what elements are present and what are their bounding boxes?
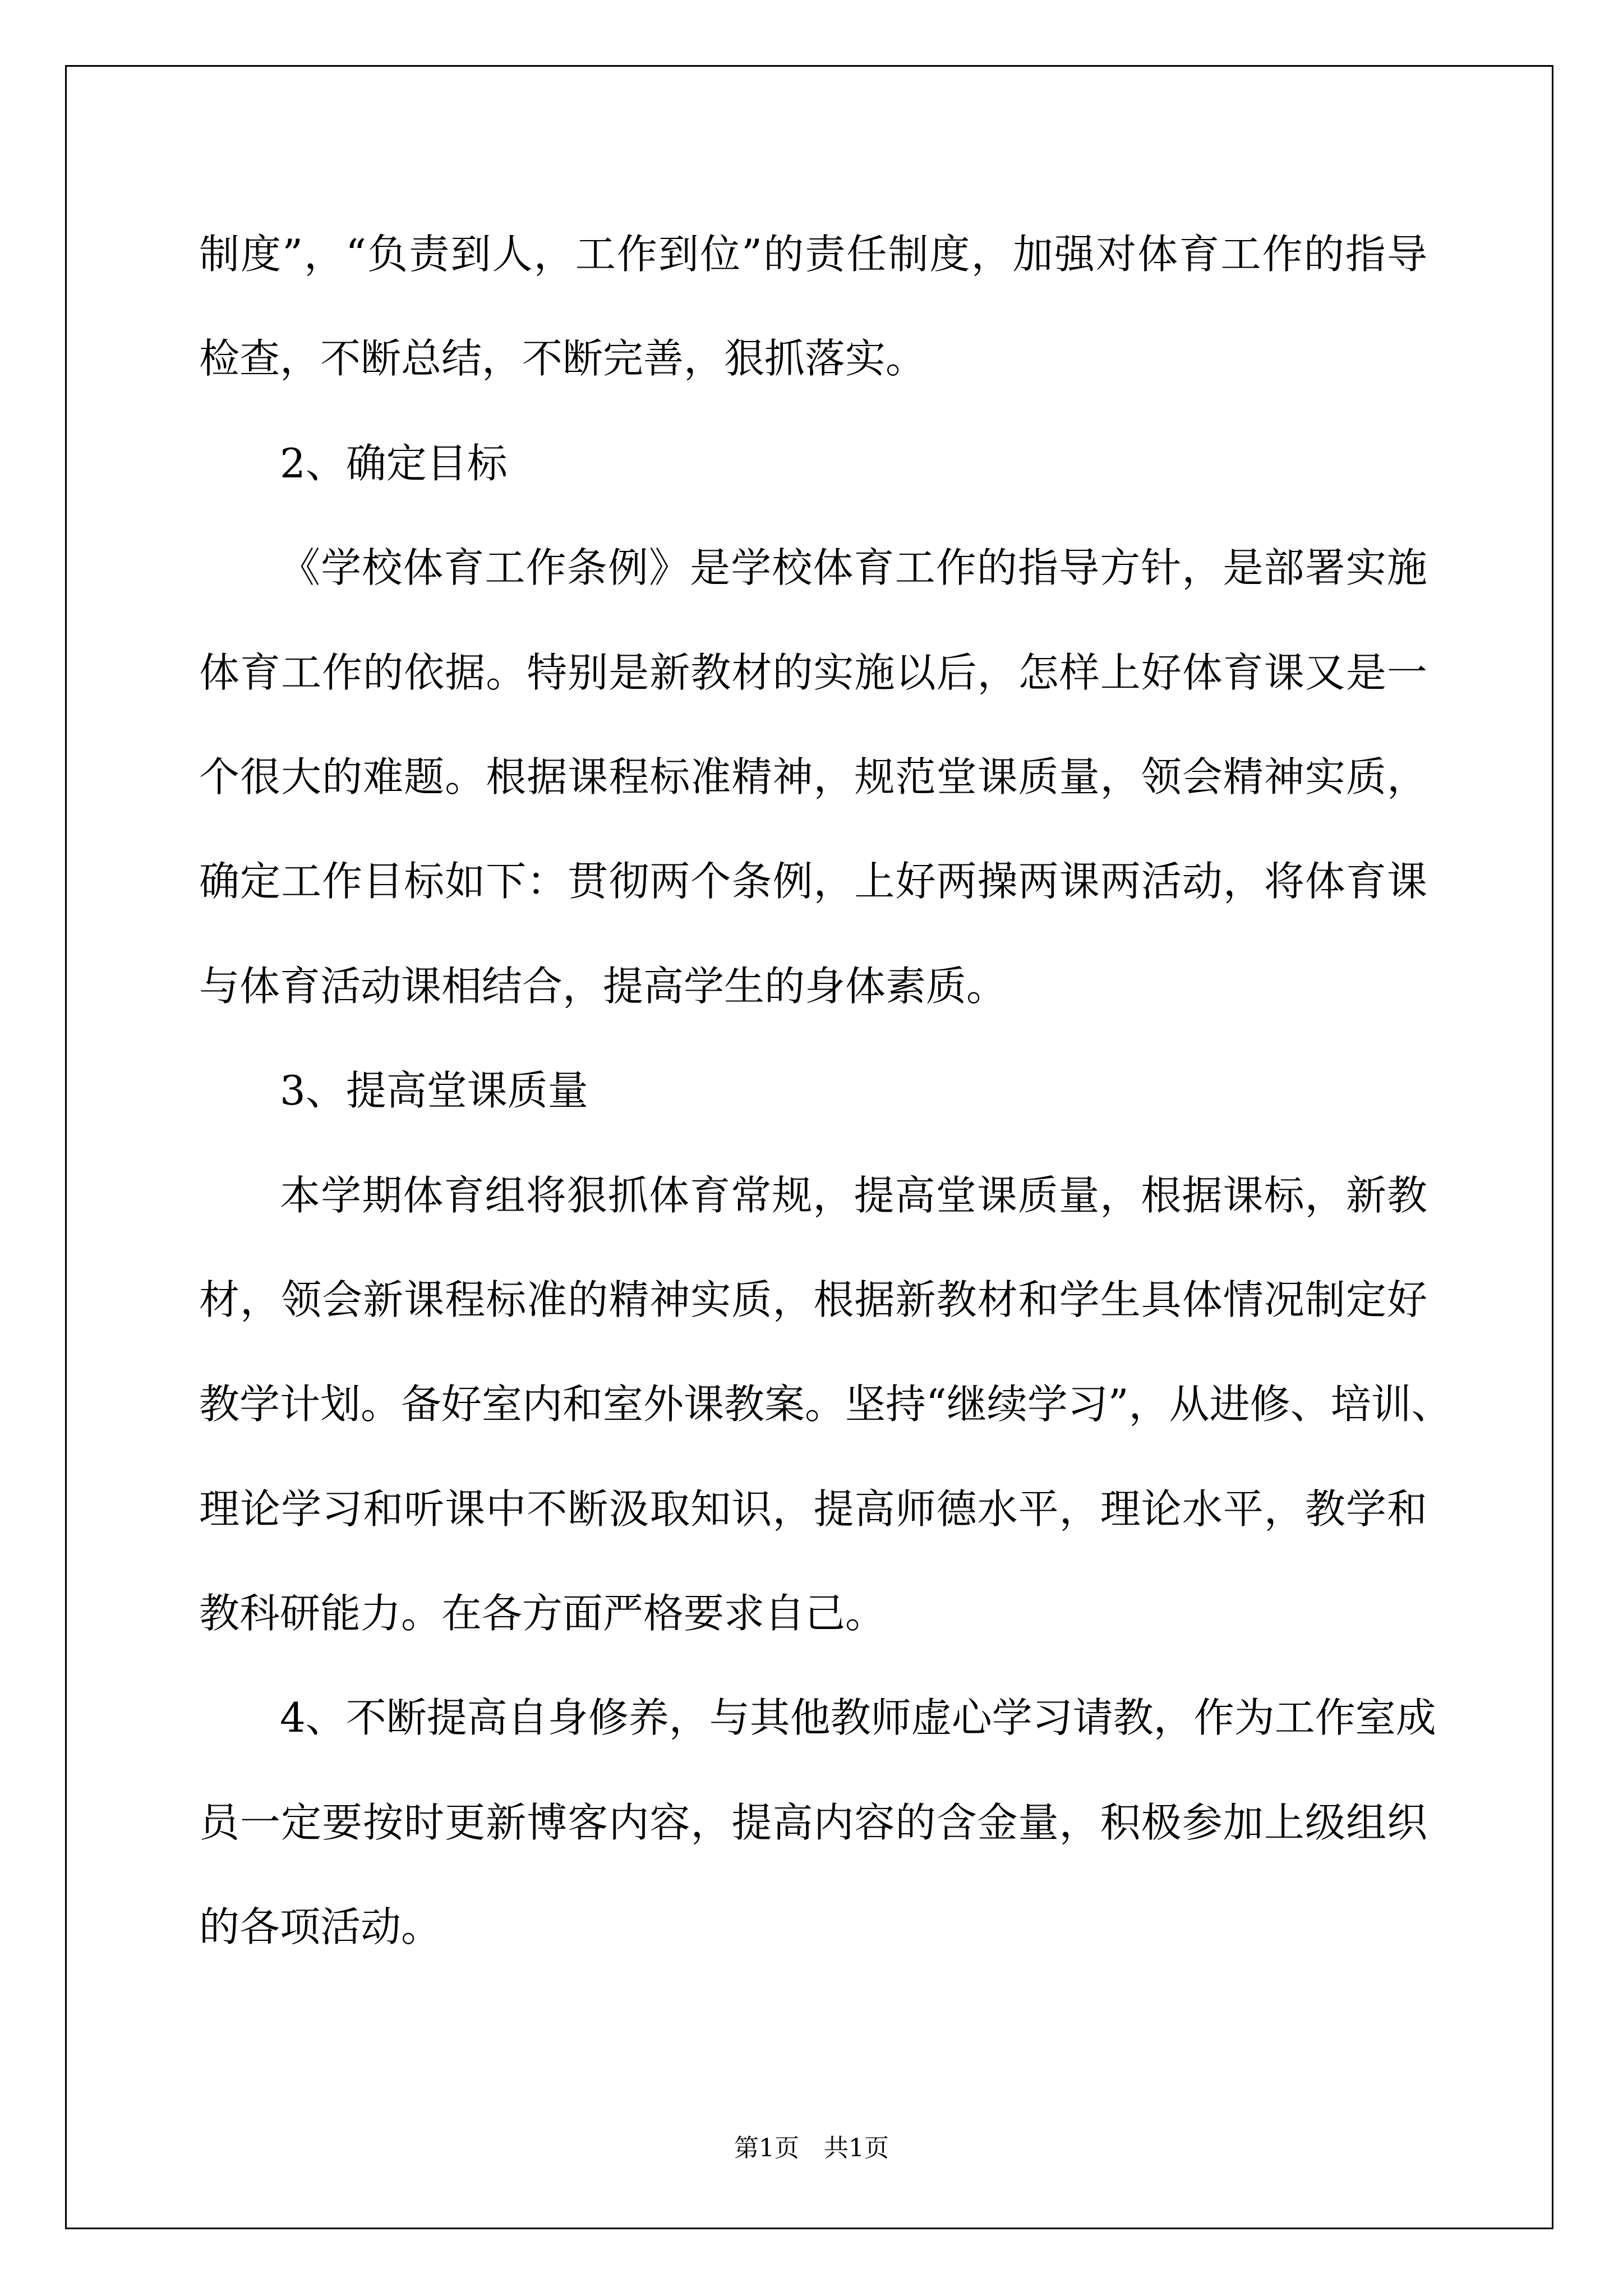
text-line: 检查，不断总结，不断完善，狠抓落实。 [199,335,926,383]
document-body [199,202,1452,1980]
text-line: 个很大的难题。根据课程标准精神，规范堂课质量，领会精神实质， [199,753,1427,800]
text-line: 材，领会新课程标准的精神实质，根据新教材和学生具体情况制定好 [199,1276,1427,1323]
page-footer: 第1页 共1页 [734,2134,889,2162]
text-line: 理论学习和听课中不断汲取知识，提高师德水平，理论水平，教学和 [199,1485,1427,1533]
text-line: 教学计划。备好室内和室外课教案。坚持“继续学习”，从进修、培训、 [199,1381,1452,1428]
text-line: 的各项活动。 [199,1903,442,1951]
text-line: 体育工作的依据。特别是新教材的实施以后，怎样上好体育课又是一 [199,648,1427,696]
text-line: 教科研能力。在各方面严格要求自己。 [199,1590,886,1637]
text-line: 确定工作目标如下：贯彻两个条例，上好两操两课两活动，将体育课 [199,858,1427,905]
text-line: 4、不断提高自身修养，与其他教师虚心学习请教，作为工作室成 [280,1694,1436,1742]
text-line: 制度”，“负责到人，工作到位”的责任制度，加强对体育工作的指导 [199,231,1427,278]
text-line: 本学期体育组将狠抓体育常规，提高堂课质量，根据课标，新教 [280,1171,1427,1219]
text-line: 《学校体育工作条例》是学校体育工作的指导方针，是部署实施 [280,544,1427,592]
text-line: 员一定要按时更新博客内容，提高内容的含金量，积极参加上级组织 [199,1798,1427,1846]
text-line: 2、确定目标 [280,439,508,487]
text-line: 与体育活动课相结合，提高学生的身体素质。 [199,962,1007,1010]
text-line: 3、提高堂课质量 [280,1067,588,1115]
